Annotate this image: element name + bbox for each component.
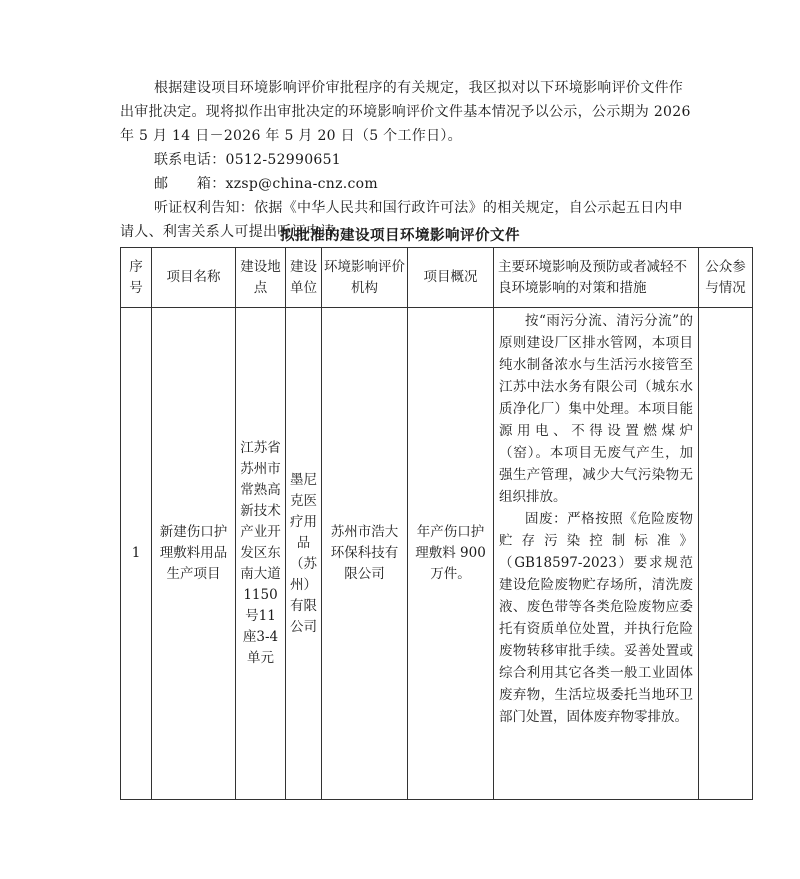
table-row [121, 308, 753, 800]
cell-public [699, 308, 753, 800]
cell-unit: 墨尼克医疗用品（苏州）有限公司 [286, 308, 322, 800]
header-measures: 主要环境影响及预防或者减轻不良环境影响的对策和措施 [494, 248, 699, 308]
header-overview: 项目概况 [408, 248, 494, 308]
cell-agency: 苏州市浩大环保科技有限公司 [322, 308, 408, 800]
header-location: 建设地点 [236, 248, 286, 308]
intro-section [120, 76, 692, 244]
measures-water-air: 按“雨污分流、清污分流”的原则建设厂区排水管网，本项目纯水制备浓水与生活污水接管至江苏中法水务有限公司（城东水质净化厂）集中处理。本项目能源用电、不得设置燃煤炉（窑）。本项目无废气产生，加强生产管理，减少大气污染物无组织排放。 [499, 313, 693, 505]
contact-phone: 联系电话：0512-52990651 [154, 152, 342, 168]
hearing-notice: 听证权利告知：依据《中华人民共和国行政许可法》的相关规定，自公示起五日内申请人、利害关系人可提出听证申请。 [120, 200, 684, 240]
cell-no: 1 [121, 308, 152, 800]
contact-email: 邮 箱：xzsp@china-cnz.com [154, 176, 378, 192]
header-no: 序号 [121, 248, 152, 308]
table-title: 拟批准的建设项目环境影响评价文件 [280, 227, 520, 244]
header-unit: 建设单位 [286, 248, 322, 308]
measures-solid-waste: 固废：严格按照《危险废物贮存污染控制标准》（GB18597-2023）要求规范建设危险废物贮存场所，清洗废液、废色带等各类危险废物应委托有资质单位处置，并执行危险废物转移审批手续。妥善处置或综合利用其它各类一般工业固体废弃物，生活垃圾委托当地环卫部门处置，固体废弃物零排放。 [499, 511, 693, 725]
cell-location: 江苏省苏州市常熟高新技术产业开发区东南大道1150号11座3-4单元 [236, 308, 286, 800]
cell-measures [494, 308, 699, 800]
header-public: 公众参与情况 [699, 248, 753, 308]
cell-name: 新建伤口护理敷料用品生产项目 [152, 308, 236, 800]
projects-table [120, 247, 753, 800]
cell-overview: 年产伤口护理敷料 900万件。 [408, 308, 494, 800]
header-name: 项目名称 [152, 248, 236, 308]
intro-paragraph: 根据建设项目环境影响评价审批程序的有关规定，我区拟对以下环境影响评价文件作出审批决定。现将拟作出审批决定的环境影响评价文件基本情况予以公示，公示期为 2026 年 5 月 14 日－2026 年 5 月 20 日（5 个工作日）。 [120, 80, 691, 144]
table-header-row [121, 248, 753, 308]
header-agency: 环境影响评价机构 [322, 248, 408, 308]
